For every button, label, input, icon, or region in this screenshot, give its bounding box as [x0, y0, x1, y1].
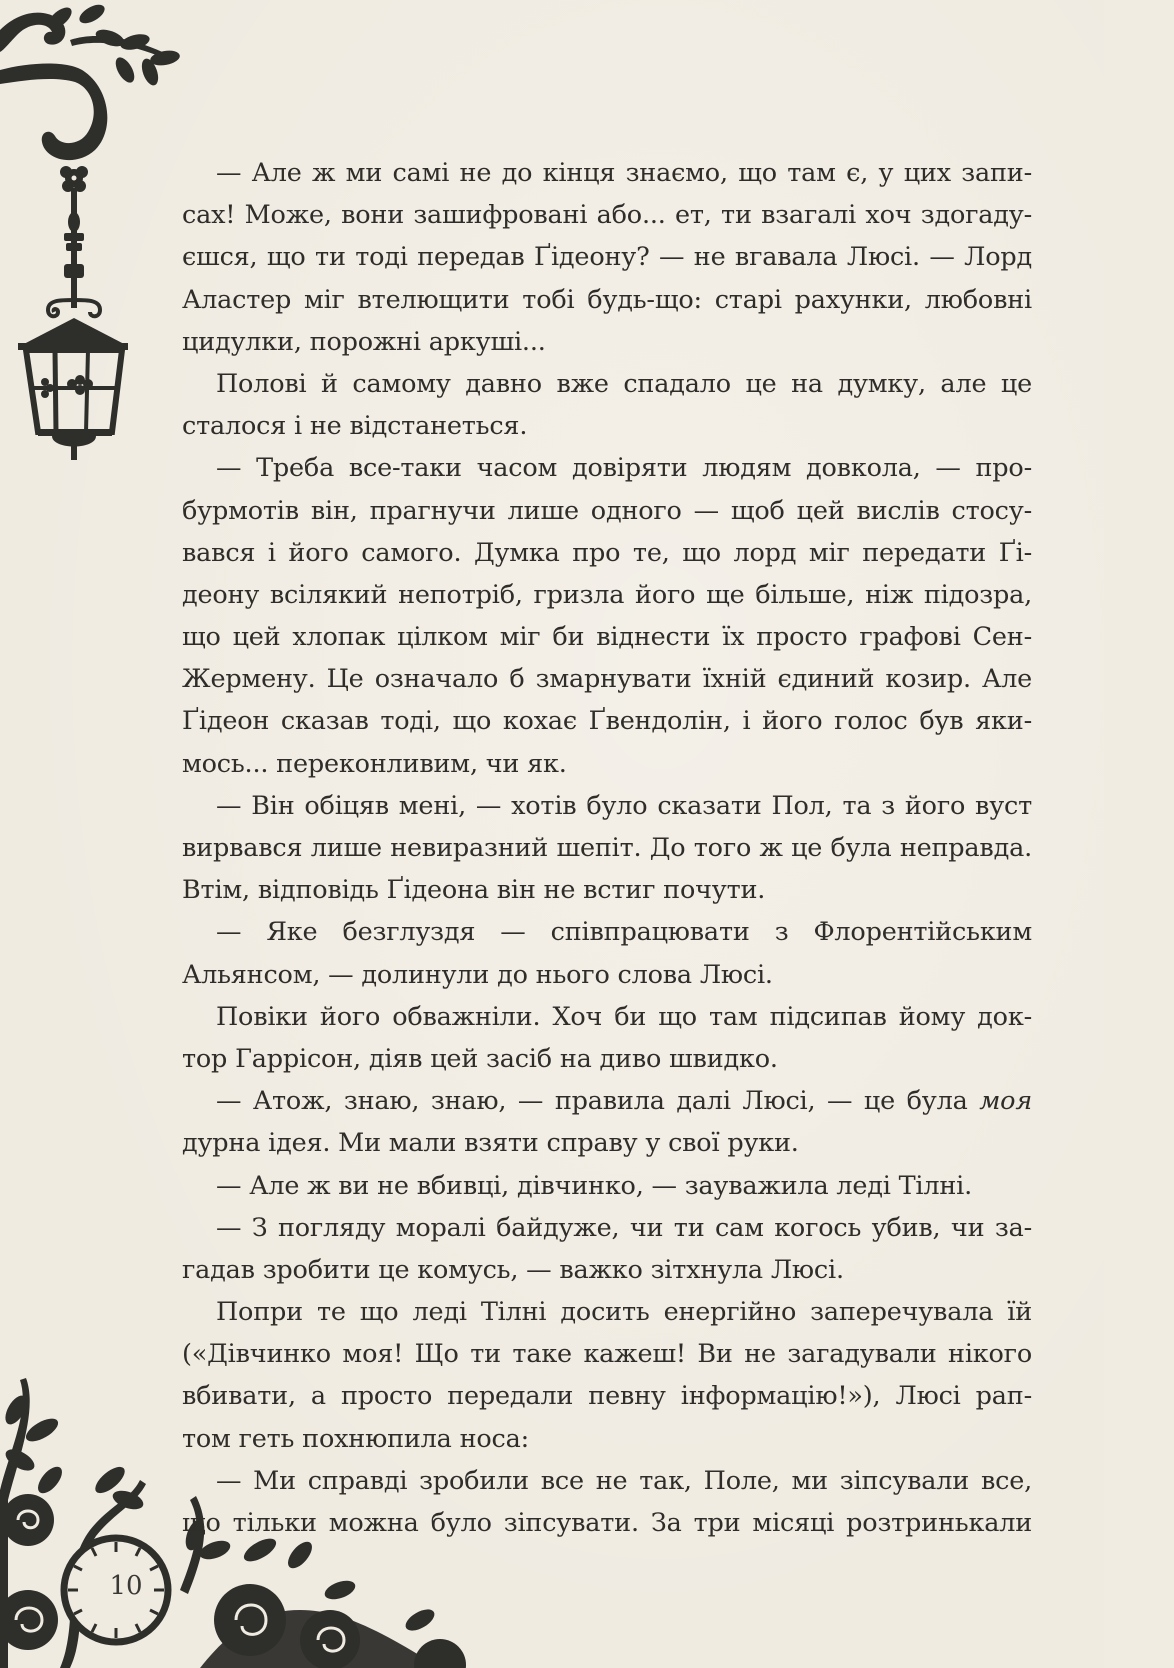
text-line [182, 194, 1032, 236]
text-line-content: том геть похнюпила носа: [182, 1423, 529, 1454]
text-line-content: сталося і не відстанеться. [182, 411, 528, 442]
text-line-content: — Ми справді зробили все не так, Поле, ми зіпсували все, [216, 1465, 1032, 1496]
text-line-content: — Атож, знаю, знаю, — правила далі Люсі, — це була [216, 1086, 980, 1117]
text-line-content: Попри те що леді Тілні досить енергійно заперечувала їй [216, 1297, 1032, 1328]
text-line-content: деону всілякий непотріб, гризла його ще більше, ніж підозра, [182, 579, 1032, 610]
text-line [182, 1502, 1032, 1544]
italic-emphasis: моя [979, 1086, 1032, 1117]
text-line-content: тор Гаррісон, діяв цей засіб на диво швидко. [182, 1043, 778, 1074]
text-line [182, 1249, 1032, 1291]
text-line-content: — Він обіцяв мені, — хотів було сказати Пол, та з його вуст [216, 790, 1032, 821]
text-line-content: вирвався лише невиразний шепіт. До того ж це була неправда. [182, 833, 1032, 863]
text-line [182, 700, 1032, 742]
text-line [182, 532, 1032, 574]
text-line [182, 616, 1032, 658]
text-line [182, 954, 1032, 996]
text-line [182, 1460, 1032, 1502]
text-line-content: мось... переконливим, чи як. [182, 748, 567, 779]
text-line [182, 1291, 1032, 1333]
text-line [182, 574, 1032, 616]
text-line [182, 785, 1032, 827]
text-line-content: Жермену. Це означало б змарнувати їхній єдиний козир. Але [182, 664, 1032, 695]
text-line-content: («Дівчинко моя! Що ти таке кажеш! Ви не загадували нікого [182, 1339, 1032, 1370]
text-line-content: Повіки його обважніли. Хоч би що там підсипав йому док- [216, 1001, 1032, 1032]
lantern-ornament-icon [0, 0, 190, 460]
text-line [182, 1375, 1032, 1417]
text-line [182, 658, 1032, 700]
text-line [182, 1165, 1032, 1207]
text-line [182, 1038, 1032, 1080]
text-line-content: Втім, відповідь Ґідеона він не встиг почути. [182, 875, 766, 906]
text-line-content: — Яке безглуздя — співпрацювати з Флорентійським [216, 917, 1032, 948]
text-line-content: Ґідеон сказав тоді, що кохає Ґвендолін, і його голос був яки- [182, 706, 1032, 737]
text-line-content: — Але ж ми самі не до кінця знаємо, що там є, у цих запи- [216, 158, 1032, 188]
text-line [182, 827, 1032, 869]
text-line [182, 236, 1032, 278]
text-line-content: гадав зробити це комусь, — важко зітхнула Люсі. [182, 1254, 844, 1285]
text-line [182, 743, 1032, 785]
text-line-content: вбивати, а просто передали певну інформацію!»), Люсі рап- [182, 1381, 1032, 1412]
text-line [182, 279, 1032, 321]
text-line [182, 1122, 1032, 1164]
text-line [182, 363, 1032, 405]
text-line [182, 1080, 1032, 1122]
text-line-content: що тільки можна було зіпсувати. За три місяці розтринькали [182, 1508, 1032, 1538]
text-line [182, 405, 1032, 447]
text-line-content: — Треба все-таки часом довіряти людям довкола, — про- [216, 453, 1032, 484]
body-text [182, 152, 1032, 1544]
text-line [182, 1333, 1032, 1375]
page-number: 10 [109, 1571, 143, 1601]
text-line-content: Полові й самому давно вже спадало це на думку, але це [216, 368, 1032, 399]
text-line [182, 911, 1032, 953]
text-line [182, 869, 1032, 911]
text-line-content: — Але ж ви не вбивці, дівчинко, — зауважила леді Тілні. [216, 1170, 973, 1201]
text-line [182, 996, 1032, 1038]
text-line-content: сах! Може, вони зашифровані або... ет, ти взагалі хоч здогаду- [182, 200, 1032, 231]
text-line [182, 152, 1032, 194]
text-line-content: Альянсом, — долинули до нього слова Люсі. [182, 959, 773, 990]
text-line-content: Аластер міг втелющити тобі будь-що: старі рахунки, любовні [182, 284, 1032, 315]
text-line-content: цидулки, порожні аркуші... [182, 326, 546, 357]
text-line-content: — З погляду моралі байдуже, чи ти сам когось убив, чи за- [216, 1212, 1032, 1243]
text-line-content: єшся, що ти тоді передав Ґідеону? — не вгавала Люсі. — Лорд [182, 242, 1032, 273]
text-line [182, 1207, 1032, 1249]
text-line-content: що цей хлопак цілком міг би віднести їх просто графові Сен- [182, 622, 1032, 653]
text-line [182, 447, 1032, 489]
text-line [182, 1418, 1032, 1460]
text-line-content: вався і його самого. Думка про те, що лорд міг передати Ґі- [182, 537, 1032, 568]
text-line [182, 490, 1032, 532]
text-line-content: дурна ідея. Ми мали взяти справу у свої руки. [182, 1128, 799, 1159]
text-line [182, 321, 1032, 363]
text-line-content: бурмотів він, прагнучи лише одного — щоб цей вислів стосу- [182, 495, 1032, 526]
